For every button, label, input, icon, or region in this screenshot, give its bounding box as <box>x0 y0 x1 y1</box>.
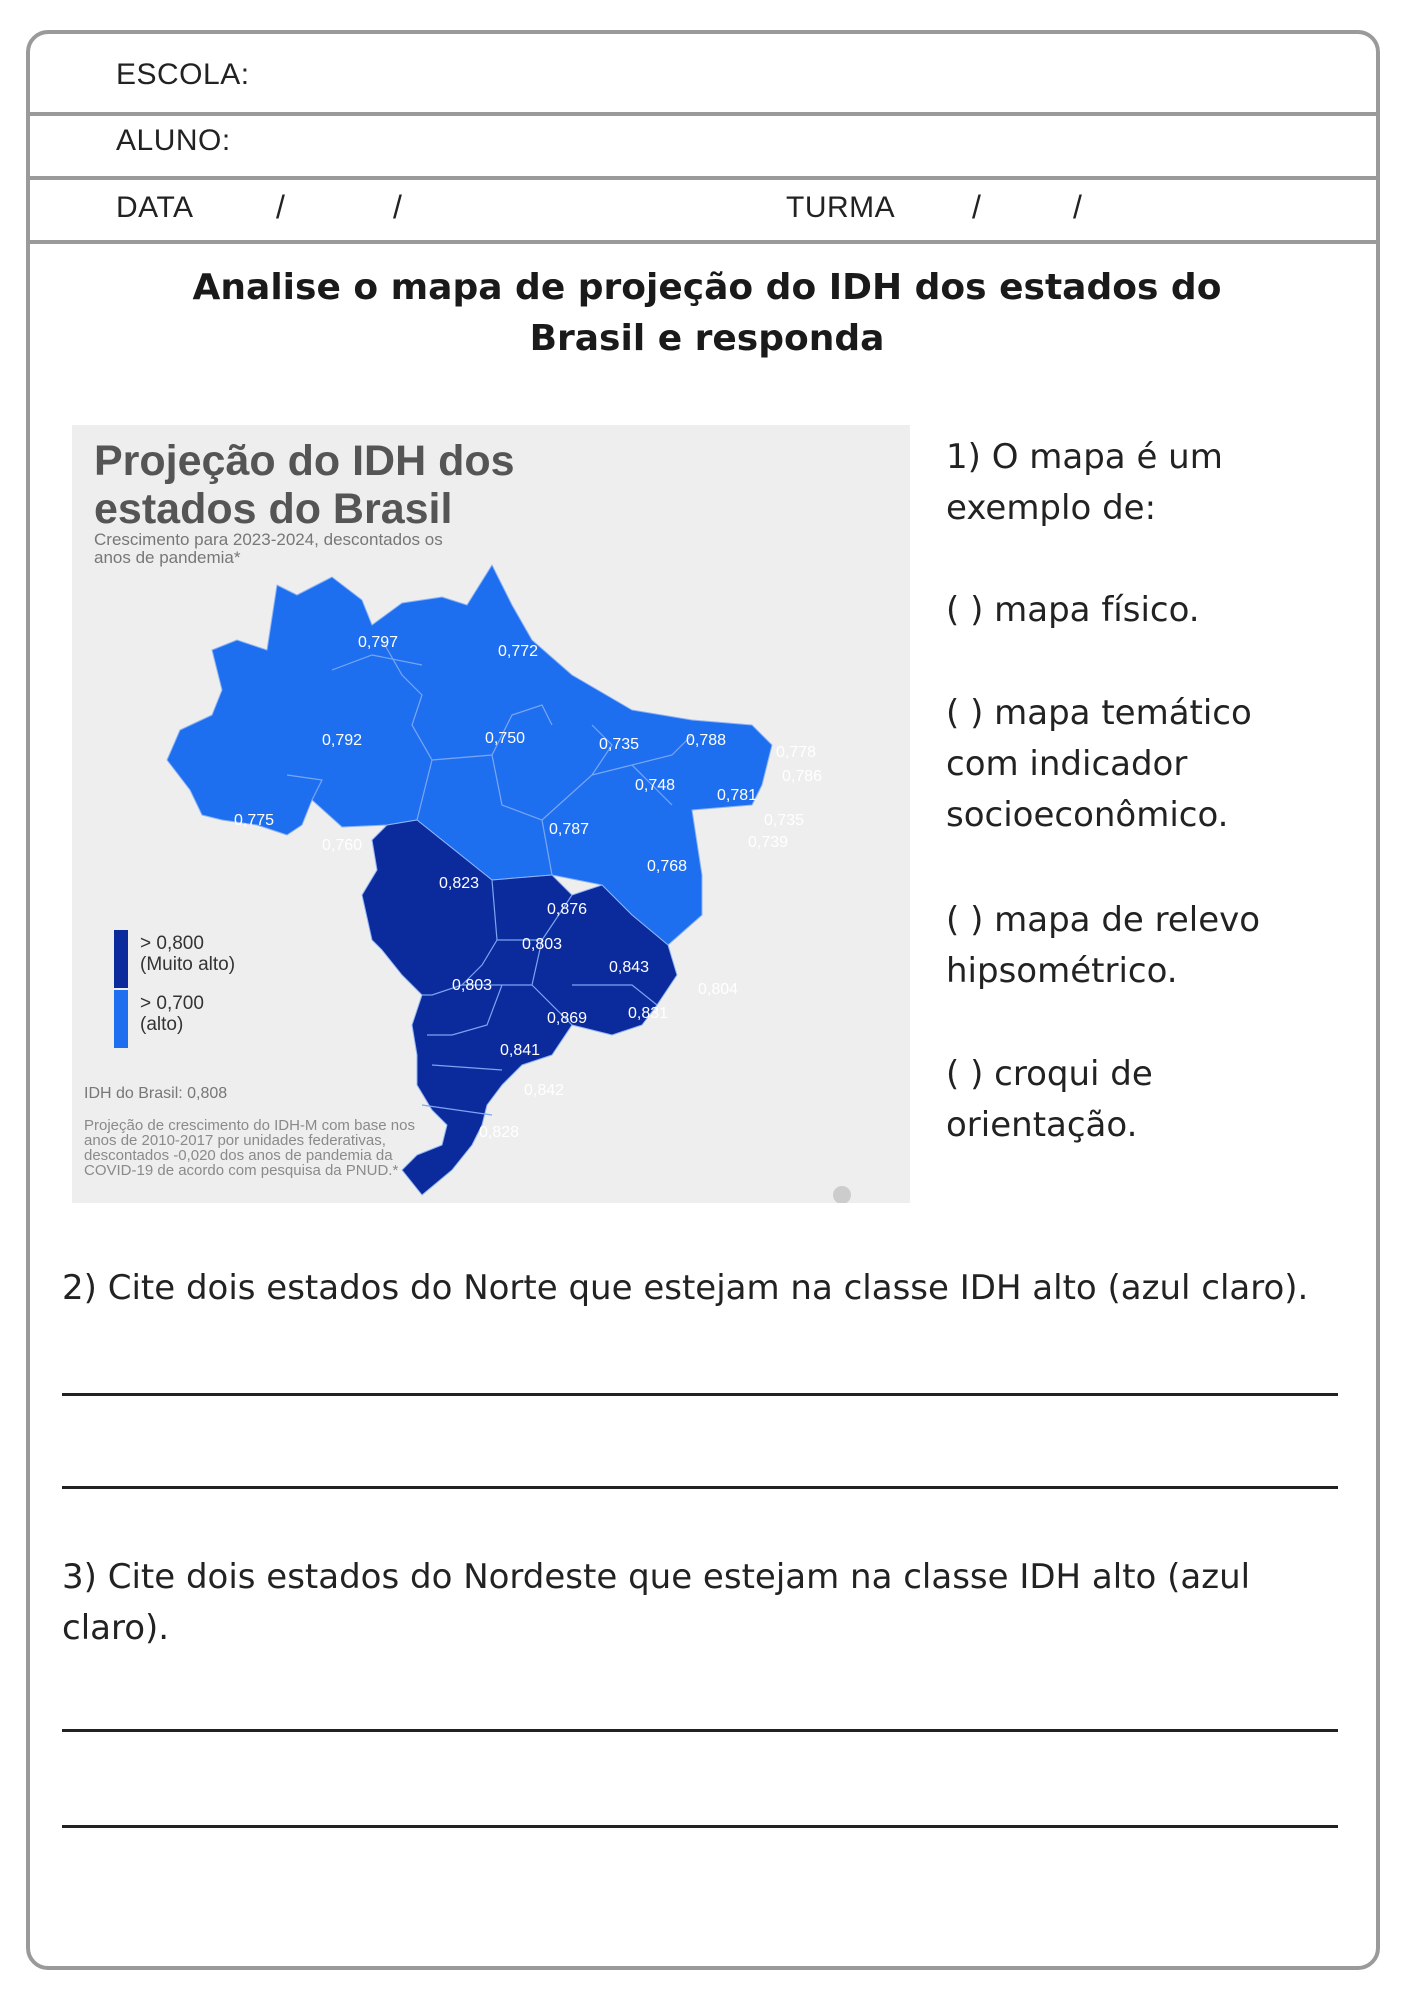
map-footnote: Projeção de crescimento do IDH-M com base nos anos de 2010-2017 por unidades federativas, descontados -0,020 dos anos de pandemia da COVID-19 de acordo com pesquisa da PNUD.* <box>84 1117 415 1179</box>
map-title-line: Projeção do IDH dos <box>94 437 515 485</box>
question-line: claro). <box>62 1608 170 1648</box>
value-ac: 0,775 <box>234 812 275 829</box>
header-divider <box>26 240 1380 244</box>
instruction-line: Analise o mapa de projeção do IDH dos estados do <box>192 267 1222 308</box>
answer-line[interactable] <box>62 1393 1338 1396</box>
option-relief-map[interactable] <box>946 895 1260 997</box>
value-df: 0,876 <box>547 901 588 918</box>
value-pi: 0,748 <box>635 777 676 794</box>
idh-map-figure <box>72 425 910 1203</box>
value-rj: 0,831 <box>628 1005 669 1022</box>
value-al: 0,735 <box>764 812 805 829</box>
map-subtitle: Crescimento para 2023-2024, descontados os anos de pandemia* <box>94 530 443 567</box>
brazil-idh: IDH do Brasil: 0,808 <box>84 1085 228 1102</box>
date-label: DATA <box>116 191 194 224</box>
value-ba: 0,768 <box>647 858 688 875</box>
answer-line[interactable] <box>62 1486 1338 1489</box>
option-line: orientação. <box>946 1105 1138 1145</box>
question-2-prompt: 2) Cite dois estados do Norte que estejam na classe IDH alto (azul claro). <box>62 1268 1309 1308</box>
header-divider <box>26 176 1380 180</box>
value-ma: 0,735 <box>599 736 640 753</box>
option-orientation-sketch[interactable] <box>946 1049 1153 1151</box>
class-label: TURMA <box>786 191 896 224</box>
class-slash: / <box>1073 189 1082 225</box>
value-pb: 0,786 <box>782 768 823 785</box>
value-mt: 0,823 <box>439 875 480 892</box>
date-slash: / <box>393 189 402 225</box>
header-divider <box>26 112 1380 116</box>
question-1-prompt <box>946 432 1223 534</box>
student-label: ALUNO: <box>116 124 231 157</box>
legend-very-high <box>140 933 235 975</box>
question-3-prompt <box>62 1552 1250 1654</box>
value-rn: 0,778 <box>776 744 817 761</box>
question-line: exemplo de: <box>946 488 1157 528</box>
class-slash: / <box>972 189 981 225</box>
value-sc: 0,842 <box>524 1082 565 1099</box>
map-title-line: estados do Brasil <box>94 485 453 533</box>
legend-label: > 0,700 <box>140 993 204 1014</box>
value-am: 0,792 <box>322 732 363 749</box>
option-physical-map[interactable]: ( ) mapa físico. <box>946 590 1200 630</box>
value-pr: 0,841 <box>500 1042 541 1059</box>
school-label: ESCOLA: <box>116 58 250 91</box>
value-pe: 0,781 <box>717 787 758 804</box>
value-ce: 0,788 <box>686 732 727 749</box>
value-mg: 0,843 <box>609 959 650 976</box>
legend-label: (Muito alto) <box>140 954 236 975</box>
value-go: 0,803 <box>522 936 563 953</box>
value-ms: 0,803 <box>452 977 493 994</box>
value-se: 0,739 <box>748 834 789 851</box>
value-to: 0,787 <box>549 821 590 838</box>
value-ro: 0,760 <box>322 837 363 854</box>
answer-line[interactable] <box>62 1729 1338 1732</box>
option-line: com indicador <box>946 744 1188 784</box>
logo-icon <box>833 1186 851 1203</box>
option-line: hipsométrico. <box>946 951 1178 991</box>
instruction-title <box>0 262 1414 364</box>
legend-label: > 0,800 <box>140 933 204 954</box>
question-line: 1) O mapa é um <box>946 437 1223 477</box>
legend-label: (alto) <box>140 1014 184 1035</box>
legend-high <box>140 993 204 1035</box>
date-slash: / <box>276 189 285 225</box>
legend-swatch-very-high <box>114 930 128 988</box>
value-pa: 0,750 <box>485 730 526 747</box>
value-ap: 0,772 <box>498 643 539 660</box>
option-line: ( ) croqui de <box>946 1054 1153 1094</box>
value-rs: 0,828 <box>479 1124 520 1141</box>
legend-swatch-high <box>114 990 128 1048</box>
option-thematic-map[interactable] <box>946 688 1252 841</box>
value-rr: 0,797 <box>358 634 399 651</box>
instruction-line: Brasil e responda <box>529 318 885 359</box>
value-es: 0,804 <box>698 981 739 998</box>
answer-line[interactable] <box>62 1825 1338 1828</box>
option-line: ( ) mapa de relevo <box>946 900 1261 940</box>
question-line: 3) Cite dois estados do Nordeste que estejam na classe IDH alto (azul <box>62 1557 1251 1597</box>
option-line: ( ) mapa temático <box>946 693 1252 733</box>
option-line: socioeconômico. <box>946 795 1229 835</box>
value-sp: 0,869 <box>547 1010 588 1027</box>
